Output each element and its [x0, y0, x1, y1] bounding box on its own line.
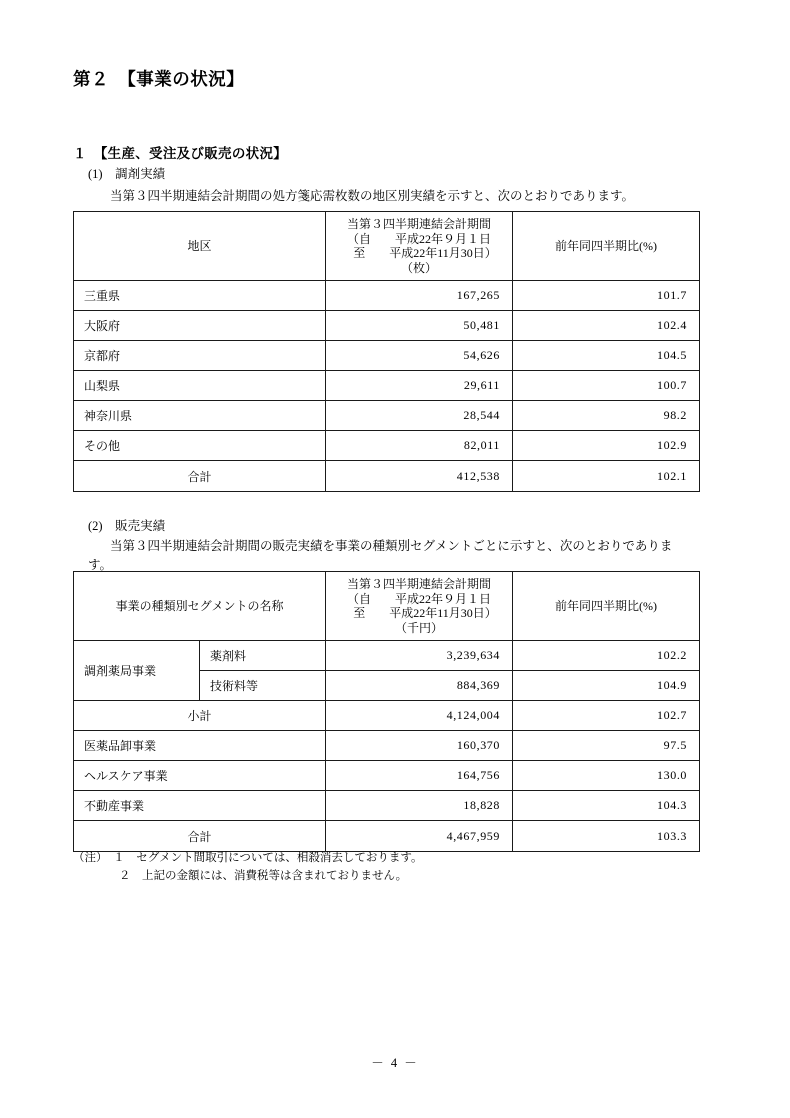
cell-yoy: 98.2	[513, 401, 700, 431]
table-row	[74, 281, 700, 311]
table-row	[74, 341, 700, 371]
cell-segment: ヘルスケア事業	[74, 761, 326, 791]
header-cell-period: 当第３四半期連結会計期間 （自 平成22年９月１日 至 平成22年11月30日） （千円）	[326, 572, 513, 641]
cell-yoy: 102.4	[513, 311, 700, 341]
paragraph-line-2: す。	[88, 558, 113, 572]
page-title: 第２ 【事業の状況】	[73, 69, 245, 89]
cell-amount: 164,756	[326, 761, 513, 791]
cell-yoy: 97.5	[513, 731, 700, 761]
table-header-row	[74, 212, 700, 281]
page-footer-number: － 4 －	[371, 1056, 419, 1070]
cell-total-yoy: 102.1	[513, 461, 700, 492]
cell-total-amount: 4,467,959	[326, 821, 513, 852]
table-row	[74, 791, 700, 821]
cell-subtotal-label: 小計	[74, 701, 326, 731]
header-cell-period: 当第３四半期連結会計期間 （自 平成22年９月１日 至 平成22年11月30日） （枚）	[326, 212, 513, 281]
cell-segment: 医薬品卸事業	[74, 731, 326, 761]
table-row	[74, 731, 700, 761]
table-row	[74, 431, 700, 461]
cell-yoy: 130.0	[513, 761, 700, 791]
cell-yoy: 100.7	[513, 371, 700, 401]
table-row	[74, 761, 700, 791]
cell-region: 京都府	[74, 341, 326, 371]
cell-region: 大阪府	[74, 311, 326, 341]
cell-yoy: 102.2	[513, 641, 700, 671]
cell-region: その他	[74, 431, 326, 461]
table-row	[74, 371, 700, 401]
subsection-paragraph-2	[88, 537, 730, 575]
table-header-row	[74, 572, 700, 641]
dispensing-results-table	[73, 211, 700, 492]
table-row	[74, 401, 700, 431]
cell-region: 神奈川県	[74, 401, 326, 431]
subsection-heading-2: (2) 販売実績	[88, 519, 166, 533]
cell-segment: 不動産事業	[74, 791, 326, 821]
cell-count: 28,544	[326, 401, 513, 431]
cell-region: 山梨県	[74, 371, 326, 401]
cell-yoy: 102.9	[513, 431, 700, 461]
note-line-2: ２ 上記の金額には、消費税等は含まれておりません。	[73, 870, 408, 882]
cell-subitem: 技術料等	[200, 671, 326, 701]
table-total-row	[74, 821, 700, 852]
header-cell-segment: 事業の種類別セグメントの名称	[74, 572, 326, 641]
cell-count: 167,265	[326, 281, 513, 311]
cell-subtotal-amount: 4,124,004	[326, 701, 513, 731]
header-cell-yoy: 前年同四半期比(%)	[513, 212, 700, 281]
cell-segment-group: 調剤薬局事業	[74, 641, 200, 701]
cell-count: 82,011	[326, 431, 513, 461]
subsection-paragraph-1: 当第３四半期連結会計期間の処方箋応需枚数の地区別実績を示すと、次のとおりであります。	[110, 189, 635, 203]
cell-amount: 3,239,634	[326, 641, 513, 671]
cell-amount: 884,369	[326, 671, 513, 701]
paragraph-line-1: 当第３四半期連結会計期間の販売実績を事業の種類別セグメントごとに示すと、次のとおりでありま	[110, 539, 673, 553]
cell-total-label: 合計	[74, 461, 326, 492]
cell-yoy: 104.5	[513, 341, 700, 371]
table-row	[74, 311, 700, 341]
cell-subitem: 薬剤料	[200, 641, 326, 671]
table-subtotal-row	[74, 701, 700, 731]
note-line-1: （注） １ セグメント間取引については、相殺消去しております。	[73, 852, 423, 864]
cell-count: 29,611	[326, 371, 513, 401]
section-heading: １ 【生産、受注及び販売の状況】	[73, 146, 288, 161]
cell-subtotal-yoy: 102.7	[513, 701, 700, 731]
cell-yoy: 104.3	[513, 791, 700, 821]
table-total-row	[74, 461, 700, 492]
header-cell-region: 地区	[74, 212, 326, 281]
cell-total-count: 412,538	[326, 461, 513, 492]
header-cell-yoy: 前年同四半期比(%)	[513, 572, 700, 641]
cell-yoy: 104.9	[513, 671, 700, 701]
table-notes	[73, 849, 422, 885]
cell-count: 50,481	[326, 311, 513, 341]
cell-count: 54,626	[326, 341, 513, 371]
sales-results-table	[73, 571, 700, 852]
cell-region: 三重県	[74, 281, 326, 311]
subsection-heading-1: (1) 調剤実績	[88, 167, 166, 181]
cell-total-yoy: 103.3	[513, 821, 700, 852]
cell-total-label: 合計	[74, 821, 326, 852]
cell-amount: 18,828	[326, 791, 513, 821]
cell-amount: 160,370	[326, 731, 513, 761]
table-row	[74, 641, 700, 671]
cell-yoy: 101.7	[513, 281, 700, 311]
